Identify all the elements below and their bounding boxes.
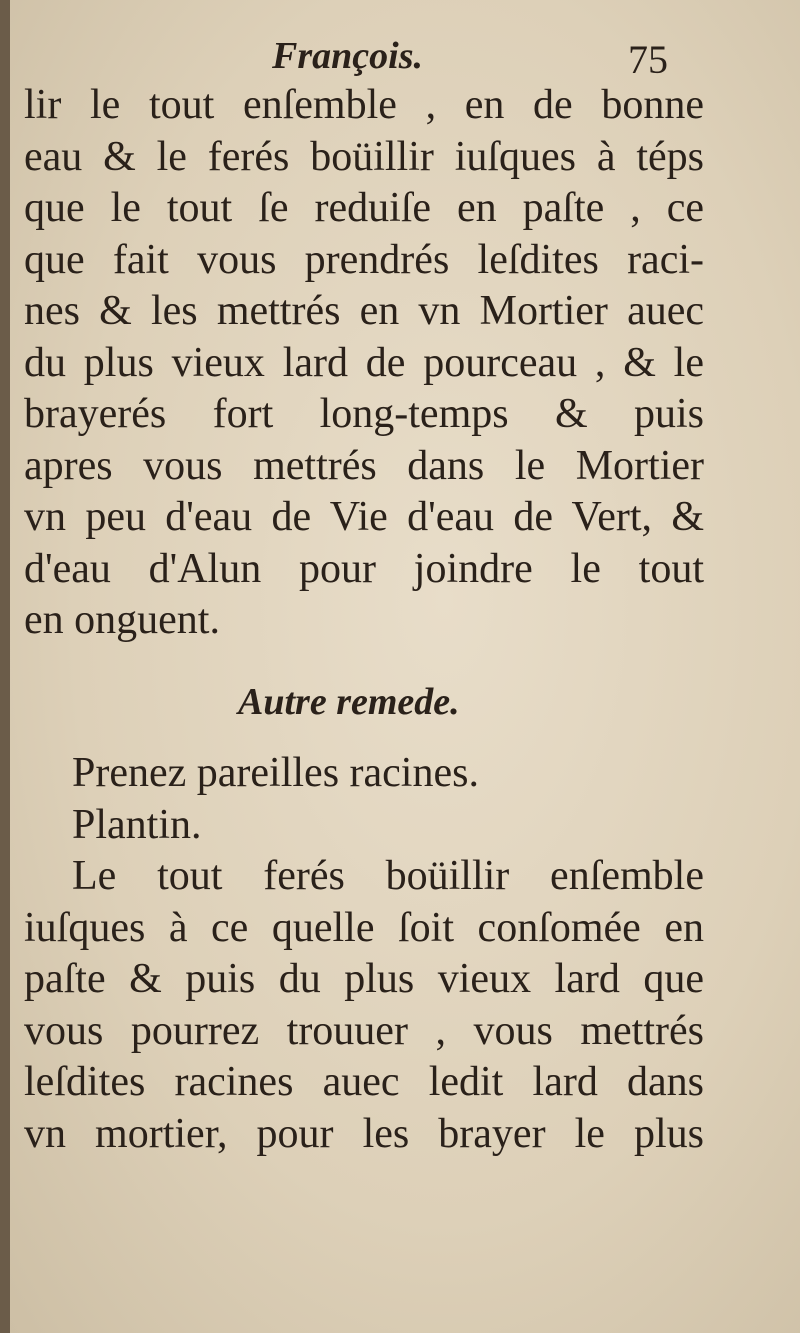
text-line: en onguent. [24,597,220,643]
text-line: lir le tout enſemble , en de bonne [24,82,704,128]
text-line: que le tout ſe reduiſe en paſte , ce [24,185,704,231]
text-line: d'eau d'Alun pour joindre le tout [24,545,704,592]
paragraph-1 [24,80,704,647]
text-line: paſte & puis du plus vieux lard que [24,956,704,1002]
text-line: vn mortier, pour les brayer le plus [24,1110,704,1157]
section-heading: Autre remede. [238,681,460,723]
text-line: iuſques à ce quelle ſoit conſomée en [24,904,704,951]
text-line: du plus vieux lard de pourceau , & le [24,339,704,386]
text-line: apres vous mettrés dans le Mortier [24,442,704,489]
text-line: brayerés fort long-temps & puis [24,391,704,437]
text-line: leſdites racines auec ledit lard dans [24,1059,704,1105]
text-line: nes & les mettrés en vn Mortier auec [24,288,704,334]
text-line: eau & le ferés boüillir iuſques à téps [24,133,704,180]
text-line: vous pourrez trouuer , vous mettrés [24,1007,704,1054]
text-line: Le tout ferés boüillir enſemble [72,853,704,899]
paragraph-2 [24,748,704,1160]
page-number: 75 [628,37,668,82]
running-title: François. [272,35,423,77]
text-line: que fait vous prendrés leſdites raci- [24,236,704,283]
text-line: vn peu d'eau de Vie d'eau de Vert, & [24,494,704,540]
text-line: Prenez pareilles racines. [72,750,479,796]
text-line: Plantin. [72,801,202,848]
